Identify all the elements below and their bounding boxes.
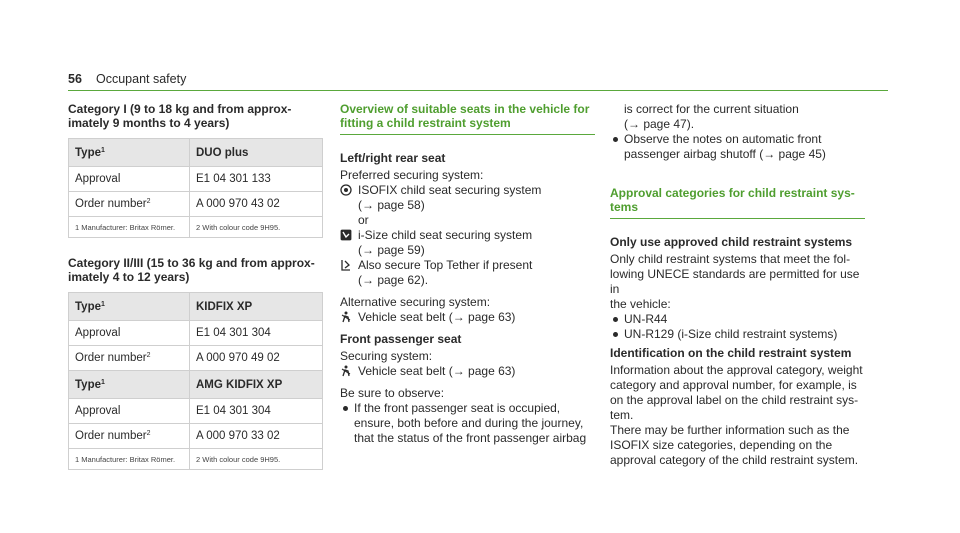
top-tether-item: Also secure Top Tether if present (→ page 62). xyxy=(340,258,595,288)
table-row: Approval E1 04 301 304 xyxy=(69,321,323,346)
page-header xyxy=(68,70,888,90)
continued-text: is correct for the current situation (→ page 47). xyxy=(624,102,799,131)
identification-title: Identification on the child restraint system xyxy=(610,346,852,360)
list-item: UN-R44 xyxy=(610,312,865,327)
bullet-icon xyxy=(343,406,348,411)
table-footnotes: 1 Manufacturer: Britax Römer. 2 With colour code 9H95. xyxy=(69,217,323,238)
securing-label: Securing system: xyxy=(340,349,433,363)
category-1-title: Category I (9 to 18 kg and from approx- imately 9 months to 4 years) xyxy=(68,102,292,130)
alternative-label: Alternative securing system: xyxy=(340,295,491,309)
table-row: Type$^1$ KIDFIX XP xyxy=(69,293,323,321)
only-approved-text: Only child restraint systems that meet the fol- lowing UNECE standards are permitted for use in the vehicle: xyxy=(610,252,860,311)
approval-heading: Approval categories for child restraint sys- tems xyxy=(610,186,865,219)
table-row: Type$^1$ DUO plus xyxy=(69,139,323,167)
table-row: Approval E1 04 301 304 xyxy=(69,399,323,424)
belt-item: Vehicle seat belt (→ page 63) xyxy=(340,364,595,379)
overview-heading: Overview of suitable seats in the vehicle for fitting a child restraint system xyxy=(340,102,595,135)
bullet-icon xyxy=(613,317,618,322)
table-footnotes: 1 Manufacturer: Britax Römer. 2 With colour code 9H95. xyxy=(69,449,323,470)
isize-item: i-Size child seat securing system (→ page 59) xyxy=(340,228,595,258)
list-item: UN-R129 (i-Size child restraint systems) xyxy=(610,327,865,342)
rear-seat-title: Left/right rear seat xyxy=(340,151,446,165)
identification-text: Information about the approval category, weight category and approval number, for example, is on the approval label on the child restraint sys- tem. xyxy=(610,363,863,422)
list-item: If the front passenger seat is occupied, ensure, both before and during the journey, that the status of the front passenger airbag xyxy=(340,401,595,446)
further-info-text: There may be further information such as the ISOFIX size categories, depending on the approval category of the child restraint system. xyxy=(610,423,859,467)
column-middle xyxy=(340,102,595,446)
only-approved-title: Only use approved child restraint systems xyxy=(610,235,853,249)
belt-item: Vehicle seat belt (→ page 63) xyxy=(340,310,595,325)
column-right xyxy=(610,102,865,468)
preferred-label: Preferred securing system: xyxy=(340,168,484,182)
isofix-item: ISOFIX child seat securing system (→ page 58) xyxy=(340,183,595,213)
front-seat-title: Front passenger seat xyxy=(340,332,462,346)
top-tether-icon xyxy=(340,259,352,271)
table-row: Order number$^2$ A 000 970 33 02 xyxy=(69,424,323,449)
list-item: Observe the notes on automatic front passenger airbag shutoff (→ page 45) xyxy=(610,132,865,162)
seat-belt-icon xyxy=(340,365,352,377)
observe-label: Be sure to observe: xyxy=(340,386,445,400)
section-title: Occupant safety xyxy=(96,72,187,86)
page-number: 56 xyxy=(68,72,82,86)
bullet-icon xyxy=(613,137,618,142)
category-1-table xyxy=(68,138,323,238)
seat-belt-icon xyxy=(340,311,352,323)
bullet-icon xyxy=(613,332,618,337)
isize-icon xyxy=(340,229,352,241)
isofix-icon xyxy=(340,184,352,196)
table-row: Type$^1$ AMG KIDFIX XP xyxy=(69,371,323,399)
column-left xyxy=(68,102,323,488)
category-2-table xyxy=(68,292,323,470)
table-row: Order number$^2$ A 000 970 49 02 xyxy=(69,346,323,371)
header-rule xyxy=(68,90,888,91)
category-2-title: Category II/III (15 to 36 kg and from approx- imately 4 to 12 years) xyxy=(68,256,315,284)
or-label: or xyxy=(358,213,369,227)
table-row: Approval E1 04 301 133 xyxy=(69,167,323,192)
table-row: Order number$^2$ A 000 970 43 02 xyxy=(69,192,323,217)
